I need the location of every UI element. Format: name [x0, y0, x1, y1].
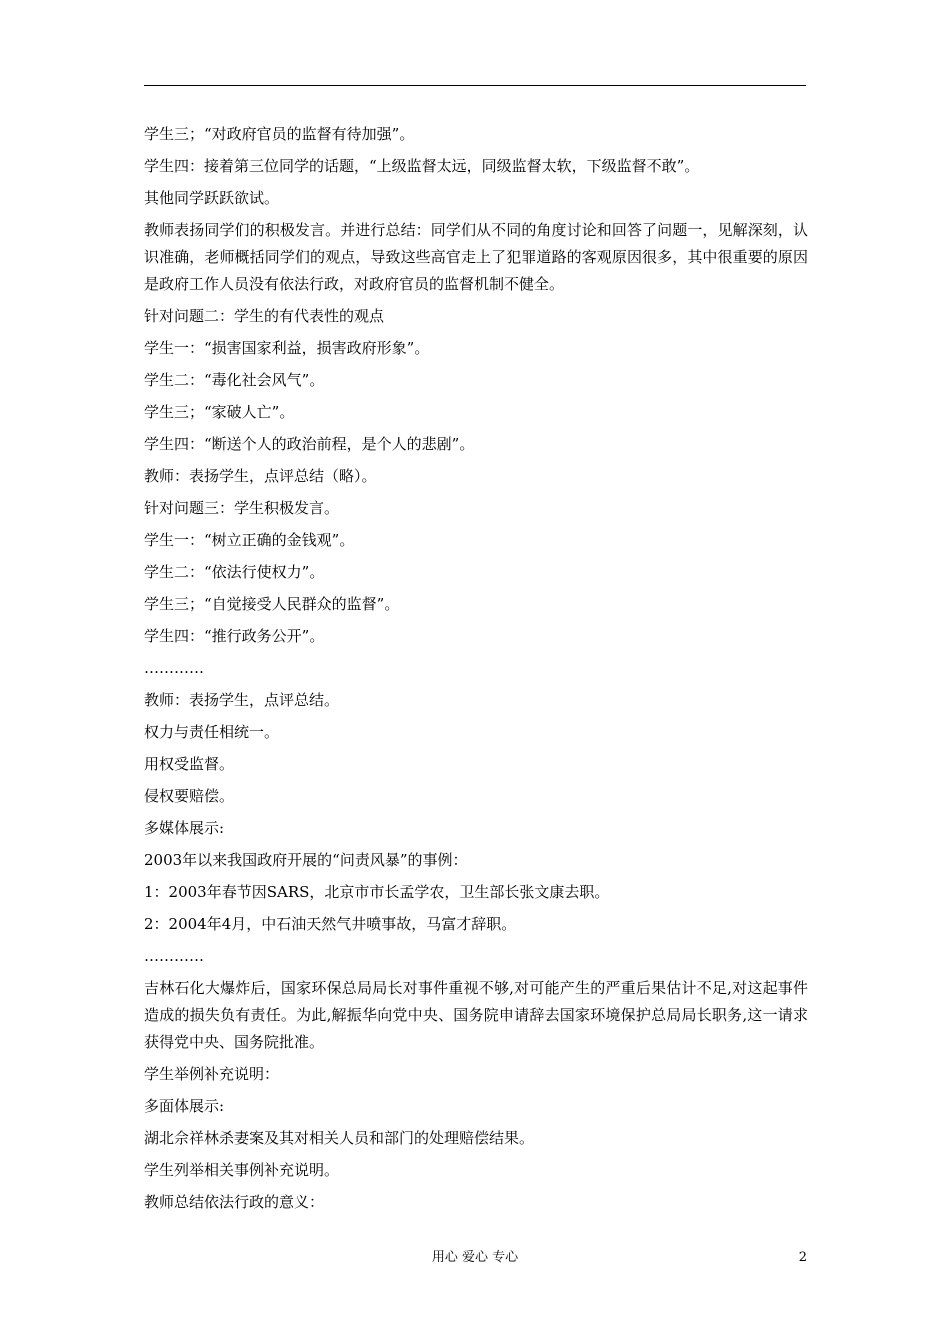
paragraph: 2：2004年4月，中石油天然气井喷事故，马富才辞职。: [144, 915, 517, 933]
paragraph: 学生二：“毒化社会风气”。: [144, 371, 325, 389]
paragraph: 多面体展示:: [144, 1097, 225, 1115]
paragraph: 针对问题三：学生积极发言。: [144, 499, 340, 517]
paragraph: 教师：表扬学生，点评总结（略）。: [144, 467, 377, 485]
ellipsis: …………: [144, 947, 204, 965]
paragraph: 学生四：“断送个人的政治前程，是个人的悲剧”。: [144, 435, 475, 453]
paragraph: 学生三；“自觉接受人民群众的监督”。: [144, 595, 400, 613]
paragraph: 学生三；“家破人亡”。: [144, 403, 295, 421]
page-number: 2: [798, 1250, 807, 1265]
paragraph: 学生一：“树立正确的金钱观”。: [144, 531, 355, 549]
paragraph: 学生举例补充说明：: [144, 1065, 280, 1083]
paragraph: 其他同学跃跃欲试。: [144, 189, 280, 207]
paragraph: 湖北佘祥林杀妻案及其对相关人员和部门的处理赔偿结果。: [144, 1129, 535, 1147]
header-rule: [144, 85, 806, 86]
paragraph: 学生二：“依法行使权力”。: [144, 563, 325, 581]
paragraph: 教师总结依法行政的意义：: [144, 1193, 325, 1211]
paragraph: 学生四：“推行政务公开”。: [144, 627, 325, 645]
paragraph: 学生三；“对政府官员的监督有待加强”。: [144, 125, 415, 143]
paragraph: 学生四：接着第三位同学的话题，“上级监督太远，同级监督太软，下级监督不敢”。: [144, 157, 700, 175]
paragraph: 1：2003年春节因SARS，北京市市长孟学农，卫生部长张文康去职。: [144, 883, 610, 901]
paragraph: 吉林石化大爆炸后，国家环保总局局长对事件重视不够,对可能产生的严重后果估计不足,对这起事件造成的损失负有责任。为此,解振华向党中央、国务院申请辞去国家环境保护总局局长职务,这一请求获得党中央、国务院批准。: [144, 979, 808, 1051]
paragraph: 用权受监督。: [144, 755, 235, 773]
document-body: [144, 121, 808, 1221]
footer-motto: 用心 爱心 专心: [431, 1250, 519, 1265]
paragraph: 教师：表扬学生，点评总结。: [144, 691, 340, 709]
paragraph: 权力与责任相统一。: [144, 723, 280, 741]
paragraph: 学生列举相关事例补充说明。: [144, 1161, 340, 1179]
paragraph: 侵权要赔偿。: [144, 787, 235, 805]
ellipsis: …………: [144, 659, 204, 677]
paragraph: 多媒体展示:: [144, 819, 225, 837]
paragraph: 学生一：“损害国家利益，损害政府形象”。: [144, 339, 430, 357]
paragraph: 教师表扬同学们的积极发言。并进行总结：同学们从不同的角度讨论和回答了问题一，见解深刻，认识准确，老师概括同学们的观点，导致这些高官走上了犯罪道路的客观原因很多，其中很重要的原因是政府工作人员没有依法行政，对政府官员的监督机制不健全。: [144, 221, 808, 293]
paragraph: 针对问题二：学生的有代表性的观点: [144, 307, 385, 325]
paragraph: 2003年以来我国政府开展的“问责风暴”的事例：: [144, 851, 468, 869]
